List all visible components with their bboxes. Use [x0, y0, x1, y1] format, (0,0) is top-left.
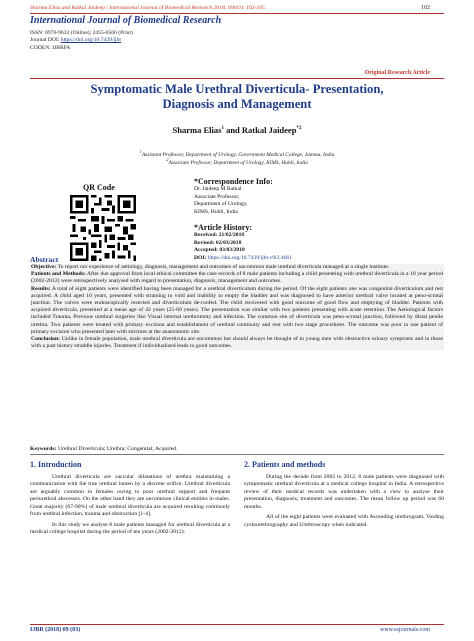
- history-accepted-label: Accepted:: [194, 247, 218, 254]
- journal-doi: [30, 37, 133, 44]
- correspondence-line: KIMS, Hubli, India: [194, 209, 238, 216]
- journal-title: International Journal of Biomedical Research: [30, 15, 222, 26]
- affiliation-1-sup: 1: [139, 149, 142, 154]
- history-revised: [194, 240, 292, 248]
- abstract-objective-text: To report our experience of aetiology, diagnosis, management and outcomes of uncommon male urethral diverticula managed at a single institute.: [57, 264, 390, 270]
- author-1: Sharma Elias: [172, 125, 222, 135]
- methods-paragraph: During the decade from 2002 to 2012, 8 male patients were diagnosed with symptomatic urethral diverticula at a medical college hospital in India. A retrospective review of their medical records was undertaken with a view to analyse their presentation, diagnosis, treatment and outcomes. The mean follow up period was 60 months.: [244, 474, 444, 510]
- history-heading: *Article History:: [194, 223, 252, 232]
- journal-doi-label: Journal DOI:: [30, 37, 61, 44]
- page-number: 102: [421, 5, 430, 11]
- affiliation-2: [30, 157, 444, 166]
- paper-title-line1: Symptomatic Male Urethral Diverticula- Presentation,: [90, 82, 384, 96]
- introduction-paragraph: Urethral diverticula are saccular dilatations of urethra maintaining a communication with the true urethral lumen by a discrete orifice. Urethral diverticula are arguably common in females owing to poor urethral support and frequent periurethral abscesses. On the other hand they are uncommon clinical entities in males. Great majority (67-90%) of male urethral diverticula are acquired resulting commonly from urethral infection, trauma and obstruction [1-4].: [30, 474, 230, 518]
- meta-rule: [30, 78, 444, 79]
- correspondence-line: Dr. Jaideep M Ratkal: [194, 185, 242, 192]
- affiliation-2-text: Associate Professor, Department of Urology, KIMS, Hubli, India: [168, 159, 308, 166]
- abstract-methods-text: After due approval from local ethical committee the case records of 8 male patients including a child presenting with urethral diverticula in a 10 year period (2002-2012) were retrospectively analysed with regard to presentation, diagnosis, management and outcomes.: [31, 271, 443, 285]
- methods-column: [244, 474, 444, 532]
- history-revised-date: 02/03/2018: [215, 239, 242, 246]
- paper-title: [30, 82, 444, 112]
- methods-paragraph: All of the eight patients were evaluated with Ascending urethrogram, Voiding cystourethrography and Urethroscopy when indicated.: [244, 514, 444, 528]
- author-1-sup: 1: [221, 126, 224, 132]
- qr-code-label: QR Code: [83, 183, 115, 192]
- journal-issn: ISSN: 0976-9633 (Online); 2455-0566 (Print): [30, 30, 133, 36]
- section-heading-introduction: 1. Introduction: [30, 460, 82, 469]
- footer-website: www.ssjournals.com: [380, 627, 430, 633]
- abstract-conclusion-label: Conclusion:: [31, 336, 61, 343]
- affiliation-2-sup: 2: [166, 157, 169, 162]
- abstract-conclusion-text: Unlike in female population, male urethral diverticula are uncommon but should always be thought of in young men with obstructive urinary symptoms and in those with a past history straddle injuries. Treatment if individualized leads to good outcomes.: [31, 336, 444, 350]
- history-doi-label: DOI:: [194, 255, 207, 262]
- abstract-methods-label: Patients and Methods:: [31, 271, 86, 278]
- journal-meta: [30, 30, 133, 52]
- introduction-column: [30, 474, 230, 540]
- journal-doi-link[interactable]: https://doi.org/10.7439/ijbr: [60, 37, 122, 44]
- introduction-paragraph: In this study we analyse 8 male patients managed for urethral diverticula at a medical college hospital during the period of ten years (2002-2012).: [30, 521, 230, 536]
- footer-journal-issue: IJBR (2018) 09 (03): [30, 627, 81, 633]
- footer-rule: [30, 624, 444, 625]
- section-heading-methods: 2. Patients and methods: [244, 460, 326, 469]
- affiliation-1-text: Assistant Professor, Department of Urology, Government Medical College, Jammu, India: [141, 151, 335, 158]
- abstract-heading: Abstract: [30, 255, 444, 266]
- header-rule: [30, 13, 444, 14]
- history-doi-link[interactable]: https://doi.org/10.7439/ijbr.v9i3.4661: [207, 255, 292, 262]
- author-2-sup: *2: [296, 126, 302, 132]
- history-revised-label: Revised:: [194, 239, 215, 246]
- journal-coden: CODEN: IJBRFA: [30, 44, 71, 51]
- qr-code-image: [70, 195, 136, 261]
- abstract-objective-label: Objective:: [31, 264, 57, 270]
- correspondence-heading: *Correspondence Info:: [194, 177, 273, 186]
- abstract-methods: [31, 271, 443, 285]
- author-list: [30, 125, 444, 135]
- abstract-results-text: A total of eight patients were identified having been managed for a urethral diverticulum during the period. Of the eight patients one was congenital diverticulum and rest acquired. A child aged 10 years, presented with straining to void and inability to empty the bladder and was diagnosed to have anterior urethral valve located at peno-scrotal junction. The valves were endoscopically resected and diverticulum de-roofed. The child recovered with good outcome of good flow and emptying of bladder. Patients with acquired diverticula, presented at a mean age of 42 years (25-60 years). The presentation was similar with two patients presenting with acute retention. The Aetiological factors included Trauma, Previous urethral surgeries like Visual internal urethrotomy and infection. The common site of diverticula was peno-scrotal junction, followed by distal penile urethra. Two patients were treated with primary excision and establishment of urethral continuity and rest with two stage procedures. The outcome was poor in one patient of primary excision who presented later with stricture at the anastomotic site.: [31, 285, 444, 335]
- keywords-label: Keywords:: [30, 446, 57, 452]
- history-accepted-date: 03/03/2018: [219, 247, 245, 254]
- keywords-text: Urethral Diverticula; Urethra; Congenital; Acquired.: [57, 446, 178, 452]
- author-2: and Ratkal Jaideep: [223, 125, 297, 135]
- abstract-body: [30, 264, 444, 350]
- history-received-label: Received:: [194, 231, 218, 238]
- paper-title-line2: Diagnosis and Management: [162, 97, 312, 111]
- correspondence-line: Associate Professor,: [194, 193, 240, 200]
- keywords: [30, 446, 444, 455]
- running-header: Sharma Elias and Ratkal Jaideep / International Journal of Biomedical Research 2018; 09(03): 102-105.: [30, 5, 267, 11]
- history-received-date: 21/02/2018: [218, 231, 245, 238]
- article-type: Original Research Article: [364, 70, 430, 76]
- abstract-results-label: Results:: [31, 285, 51, 292]
- correspondence-block: [194, 178, 273, 217]
- history-received: [194, 232, 292, 240]
- correspondence-line: Department of Urology,: [194, 201, 248, 208]
- abstract-results: [31, 286, 443, 336]
- abstract-conclusion: [31, 336, 443, 350]
